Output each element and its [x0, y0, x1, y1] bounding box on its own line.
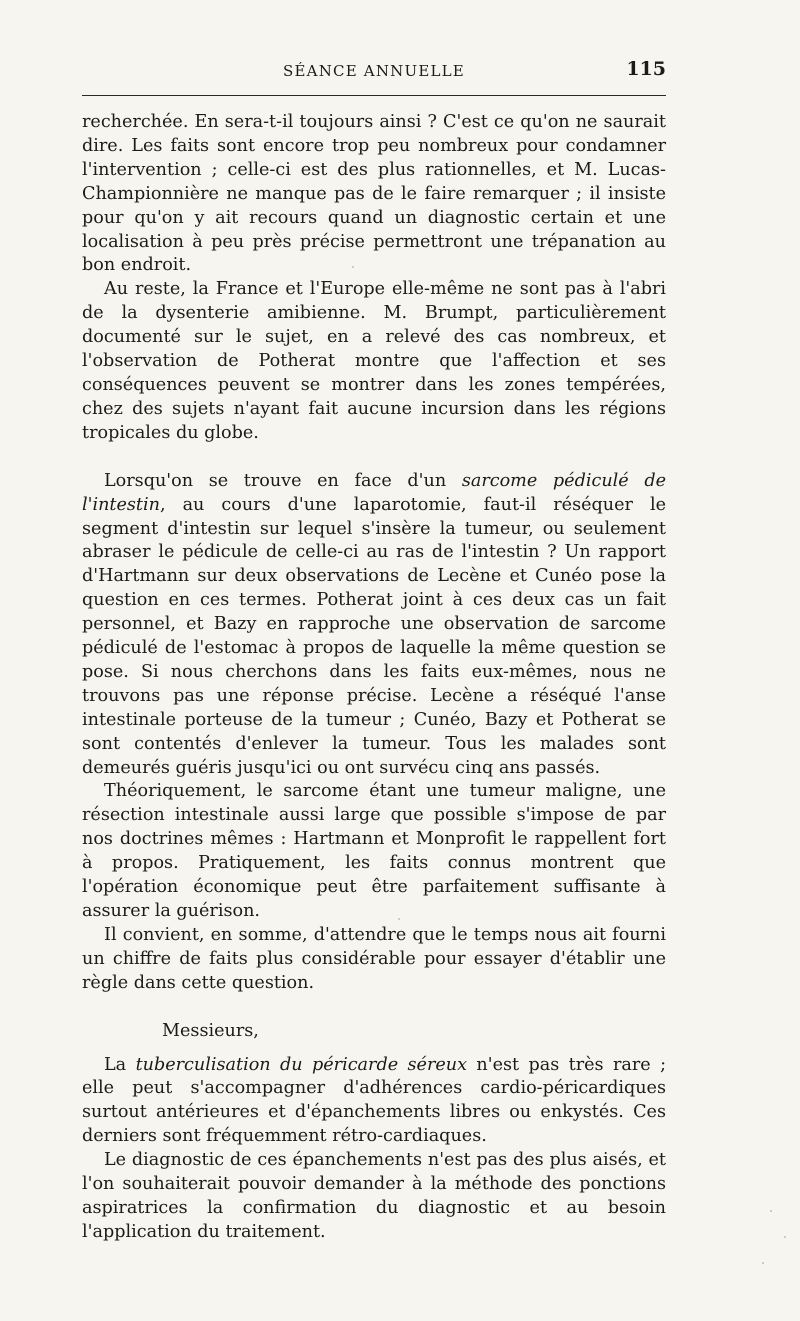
running-head [82, 58, 666, 82]
paper-speck [352, 266, 354, 268]
paragraph-pericarde-rest: n'est pas très rare ; elle peut s'accompagner d'adhérences cardio-péricardiques surtout antérieures et d'épanchements libres ou enkystés. Ces derniers sont fréquemment rétro-cardiaques. [82, 1054, 667, 1147]
paragraph-sarcome-rest: , au cours d'une laparotomie, faut-il réséquer le segment d'intestin sur lequel s'insère la tumeur, ou seulement abraser le pédicule de celle-ci au ras de l'intestin ? Un rapport d'Hartmann sur deux observations de Lecène et Cunéo pose la question en ces termes. Potherat joint à ces deux cas un fait personnel, et Bazy en rapproche une observation de sarcome pédiculé de l'estomac à propos de laquelle la même question se pose. Si nous cherchons dans les faits eux-mêmes, nous ne trouvons pas une réponse précise. Lecène a réséqué l'anse intestinale porteuse de la tumeur ; Cunéo, Bazy et Potherat se sont contentés d'enlever la tumeur. Tous les malades sont demeurés guéris jusqu'ici ou ont survécu cinq ans passés. [82, 494, 666, 778]
paragraph-dysenterie: Au reste, la France et l'Europe elle-même ne sont pas à l'abri de la dysenterie amibienne. M. Brumpt, particulièrement documenté sur le sujet, en a relevé des cas nombreux, et l'observation de Potherat montre que l'affection et ses conséquences peuvent se montrer dans les zones tempérées, chez des sujets n'ayant fait aucune incursion dans les régions tropicales du globe. [82, 279, 666, 443]
paragraph-theoriquement: Théoriquement, le sarcome étant une tumeur maligne, une résection intestinale aussi large que possible s'impose de par nos doctrines mêmes : Hartmann et Monprofit le rappellent fort à propos. Pratiquement, les faits connus montrent que l'opération économique peut être parfaitement suffisante à assurer la guérison. [82, 781, 666, 921]
paragraph-pericarde [82, 1054, 666, 1150]
paper-speck [398, 918, 400, 920]
paragraph-pericarde-italic: tuberculisation du péricarde séreux [135, 1054, 468, 1075]
paragraph-pericarde-lead: La [104, 1054, 136, 1075]
paragraph-diagnostic: Le diagnostic de ces épanchements n'est pas des plus aisés, et l'on souhaiterait pouvoir demander à la méthode des ponctions aspiratrices la confirmation du diagnostic et au besoin l'application du traitement. [82, 1150, 666, 1242]
salutation: Messieurs, [162, 1020, 259, 1041]
running-title: SÉANCE ANNUELLE [283, 62, 465, 80]
body-text [82, 111, 666, 1245]
paper-speck [784, 1236, 786, 1238]
paragraph-sarcome [82, 470, 666, 781]
paper-speck [762, 1262, 764, 1264]
paragraph-sarcome-italic: sarcome pédiculé de l'intestin [82, 470, 666, 515]
paper-speck [770, 1210, 772, 1212]
page-number: 115 [626, 58, 666, 80]
header-rule [82, 95, 666, 96]
paragraph-trepanation: recherchée. En sera-t-il toujours ainsi ? C'est ce qu'on ne saurait dire. Les faits sont encore trop peu nombreux pour condamner l'intervention ; celle-ci est des plus rationnelles, et M. Lucas-Championnière ne manque pas de le faire remarquer ; il insiste pour qu'on y ait recours quand un diagnostic certain et une localisation à peu près précise permettront une trépanation au bon endroit. [82, 112, 666, 276]
paragraph-il-convient: Il convient, en somme, d'attendre que le temps nous ait fourni un chiffre de faits plus considérable pour essayer d'établir une règle dans cette question. [82, 924, 666, 993]
paragraph-sarcome-lead: Lorsqu'on se trouve en face d'un [104, 470, 462, 491]
